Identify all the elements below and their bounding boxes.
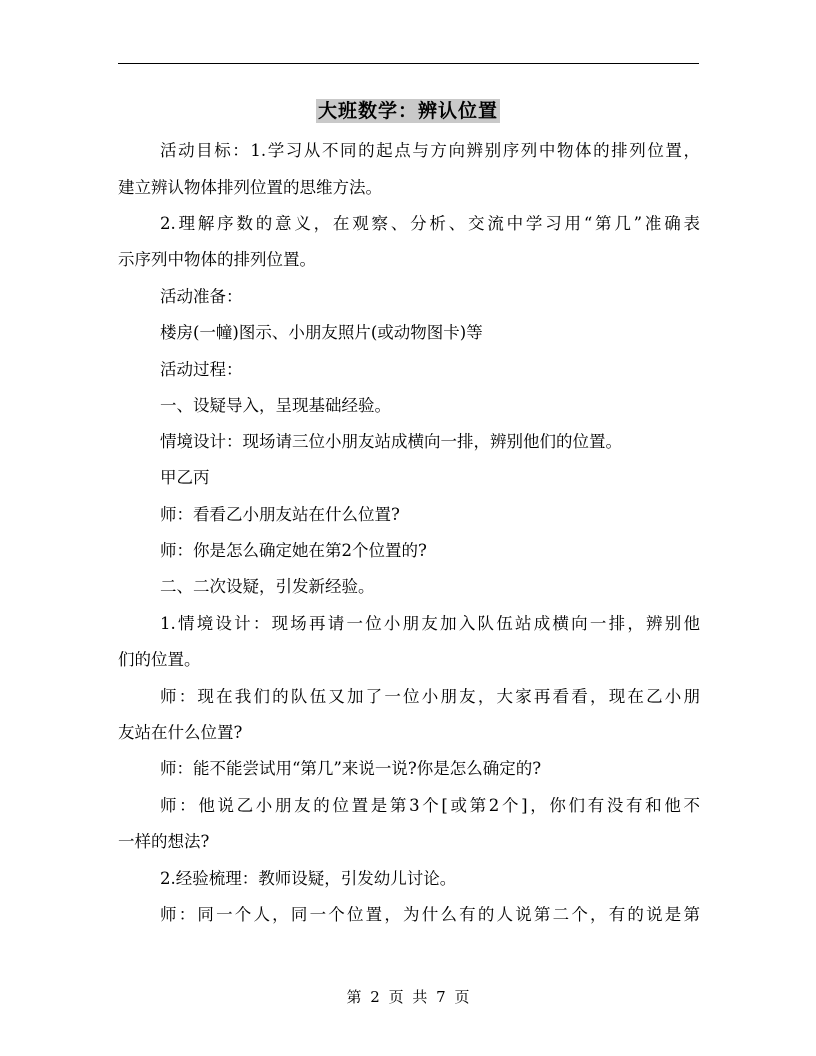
document-title-wrapper	[0, 96, 816, 123]
prep-materials: 楼房(一幢)图示、小朋友照片(或动物图卡)等	[160, 323, 483, 342]
teacher-question-3-line-1: 师：现在我们的队伍又加了一位小朋友，大家再看看，现在乙小朋	[160, 687, 700, 706]
teacher-question-6: 师：同一个人，同一个位置，为什么有的人说第二个，有的说是第	[160, 905, 700, 924]
page-number-footer: 第 2 页 共 7 页	[346, 988, 470, 1006]
goal-line-3: 2.理解序数的意义，在观察、分析、交流中学习用“第几”准确表	[160, 214, 700, 233]
goal-line-4: 示序列中物体的排列位置。	[118, 250, 316, 269]
document-title: 大班数学：辨认位置	[317, 100, 498, 122]
goal-line-2: 建立辨认物体排列位置的思维方法。	[118, 178, 382, 197]
scenario-one: 情境设计：现场请三位小朋友站成横向一排，辨别他们的位置。	[160, 432, 622, 451]
header-rule	[118, 63, 699, 64]
section-one-heading: 一、设疑导入，呈现基础经验。	[160, 396, 391, 415]
teacher-question-2: 师：你是怎么确定她在第2个位置的?	[160, 541, 427, 560]
goal-line-1: 活动目标：1.学习从不同的起点与方向辨别序列中物体的排列位置，	[160, 141, 700, 160]
teacher-question-3-line-2: 友站在什么位置?	[118, 723, 243, 742]
teacher-question-1: 师：看看乙小朋友站在什么位置?	[160, 505, 400, 524]
children-names: 甲乙丙	[160, 468, 210, 487]
experience-summary-heading: 2.经验梳理：教师设疑，引发幼儿讨论。	[160, 869, 457, 888]
teacher-question-5-line-2: 一样的想法?	[118, 832, 210, 851]
process-heading: 活动过程：	[160, 360, 243, 379]
scenario-two-line-1: 1.情境设计：现场再请一位小朋友加入队伍站成横向一排，辨别他	[160, 614, 700, 633]
section-two-heading: 二、二次设疑，引发新经验。	[160, 577, 375, 596]
teacher-question-5-line-1: 师：他说乙小朋友的位置是第3个[或第2个]，你们有没有和他不	[160, 796, 700, 815]
prep-heading: 活动准备：	[160, 287, 243, 306]
teacher-question-4: 师：能不能尝试用“第几”来说一说?你是怎么确定的?	[160, 759, 542, 778]
scenario-two-line-2: 们的位置。	[118, 650, 201, 669]
